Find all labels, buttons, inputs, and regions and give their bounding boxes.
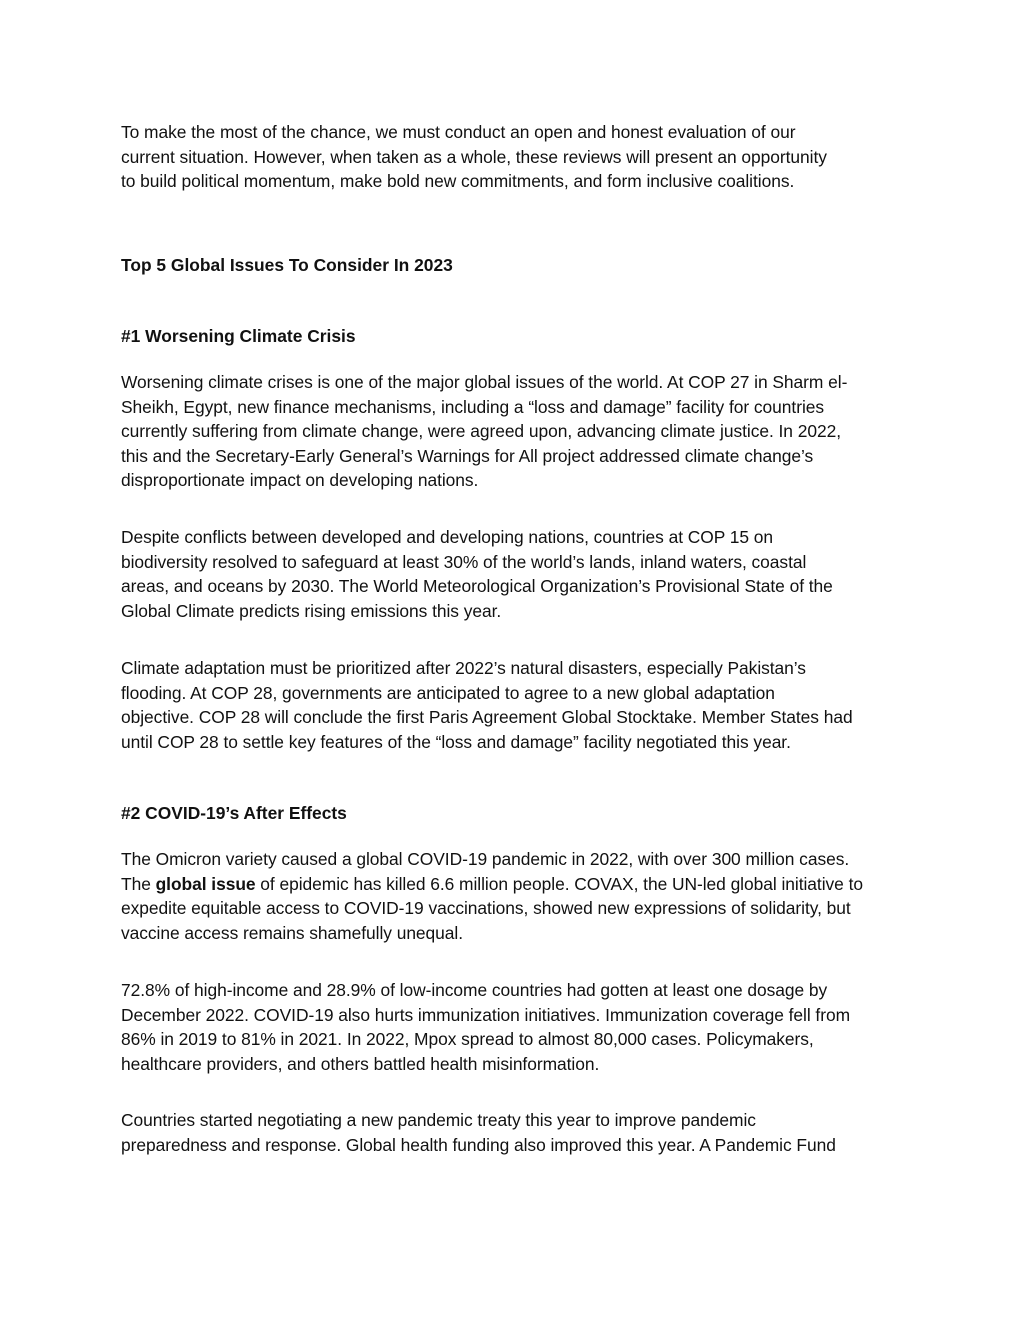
section-heading-climate: #1 Worsening Climate Crisis [121, 326, 356, 346]
text-line: biodiversity resolved to safeguard at least 30% of the world’s lands, inland waters, coastal [121, 551, 807, 572]
text-line: to build political momentum, make bold new commitments, and form inclusive coalitions. [121, 171, 795, 192]
text-line: objective. COP 28 will conclude the first Paris Agreement Global Stocktake. Member States had [121, 707, 853, 728]
text-line: this and the Secretary-Early General’s Warnings for All project addressed climate change’s [121, 445, 814, 466]
climate-paragraph-2 [121, 525, 833, 623]
text-line: Global Climate predicts rising emissions this year. [121, 600, 502, 621]
text-line: currently suffering from climate change, were agreed upon, advancing climate justice. In 2022, [121, 421, 841, 442]
text-segment: of epidemic has killed 6.6 million people. COVAX, the UN-led global initiative to [255, 873, 863, 894]
text-line: Climate adaptation must be prioritized after 2022’s natural disasters, especially Pakistan’s [121, 658, 806, 678]
text-line: disproportionate impact on developing nations. [121, 470, 479, 491]
text-line: Worsening climate crises is one of the major global issues of the world. At COP 27 in Sharm el- [121, 372, 848, 392]
text-line [121, 872, 863, 897]
text-line: expedite equitable access to COVID-19 vaccinations, showed new expressions of solidarity, but [121, 898, 851, 919]
section-heading-covid: #2 COVID-19’s After Effects [121, 803, 347, 823]
text-line: flooding. At COP 28, governments are anticipated to agree to a new global adaptation [121, 682, 775, 703]
bold-keyword-global-issue: global issue [155, 873, 256, 894]
text-line: vaccine access remains shamefully unequal. [121, 922, 464, 943]
covid-paragraph-2 [121, 978, 850, 1076]
text-line: areas, and oceans by 2030. The World Meteorological Organization’s Provisional State of the [121, 576, 833, 597]
text-line: 86% in 2019 to 81% in 2021. In 2022, Mpox spread to almost 80,000 cases. Policymakers, [121, 1029, 814, 1050]
text-line: healthcare providers, and others battled health misinformation. [121, 1053, 600, 1074]
text-line: December 2022. COVID-19 also hurts immunization initiatives. Immunization coverage fell from [121, 1004, 851, 1025]
text-line: The Omicron variety caused a global COVID-19 pandemic in 2022, with over 300 million cases. [121, 849, 850, 869]
text-line: Sheikh, Egypt, new finance mechanisms, including a “loss and damage” facility for countries [121, 396, 825, 417]
climate-paragraph-3 [121, 656, 853, 754]
text-line: Countries started negotiating a new pandemic treaty this year to improve pandemic [121, 1110, 756, 1130]
text-line: current situation. However, when taken as a whole, these reviews will present an opportunity [121, 146, 827, 167]
text-line: 72.8% of high-income and 28.9% of low-income countries had gotten at least one dosage by [121, 980, 828, 1000]
text-line: preparedness and response. Global health funding also improved this year. A Pandemic Fund [121, 1134, 836, 1155]
intro-paragraph [121, 120, 827, 194]
text-line: until COP 28 to settle key features of the “loss and damage” facility negotiated this year. [121, 731, 791, 752]
covid-paragraph-3 [121, 1108, 836, 1157]
text-line: Despite conflicts between developed and developing nations, countries at COP 15 on [121, 527, 774, 547]
climate-paragraph-1 [121, 370, 847, 493]
text-segment: The [121, 873, 156, 894]
text-line: To make the most of the chance, we must conduct an open and honest evaluation of our [121, 122, 796, 142]
section-heading-top5: Top 5 Global Issues To Consider In 2023 [121, 255, 453, 275]
covid-paragraph-1 [121, 847, 863, 945]
